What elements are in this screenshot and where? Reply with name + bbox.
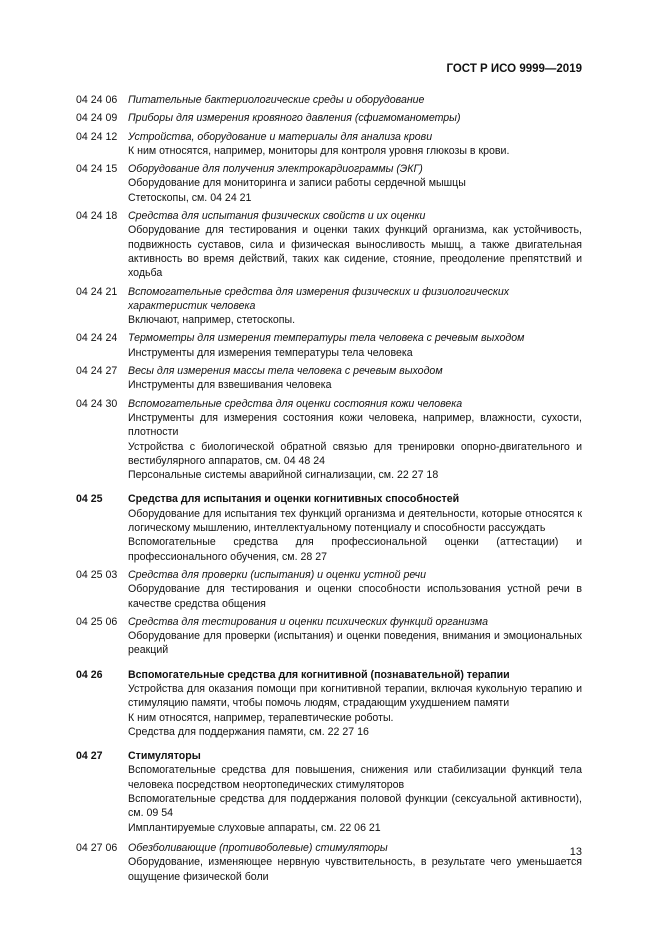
entry-code: 04 24 21: [76, 285, 118, 298]
classification-list: [76, 93, 582, 884]
entry-code: 04 24 15: [76, 163, 118, 176]
entry-code: 04 24 06: [76, 94, 118, 106]
entry-code: 04 24 30: [76, 397, 118, 410]
entry-description: К ним относятся, например, мониторы для контроля уровня глюкозы в крови.: [128, 144, 510, 157]
entry-04-25-06: [76, 615, 582, 658]
entry-title: Оборудование для получения электрокардиограммы (ЭКГ): [128, 163, 423, 176]
entry-description: Оборудование, изменяющее нервную чувствительность, в результате чего уменьшается ощущение физической боли: [128, 856, 582, 883]
entry-04-24-21: [76, 285, 582, 328]
entry-description: Инструменты для измерения состояния кожи человека, например, влажности, сухости, плотности: [128, 411, 582, 439]
entry-code: 04 27 06: [76, 841, 118, 854]
entry-description: Персональные системы аварийной сигнализации, см. 22 27 18: [128, 469, 439, 482]
entry-code: 04 26: [76, 668, 103, 681]
entry-04-26: [76, 668, 582, 739]
entry-code: 04 25 03: [76, 568, 118, 581]
entry-title: Вспомогательные средства для оценки состояния кожи человека: [128, 397, 463, 410]
entry-title: Весы для измерения массы тела человека с речевым выходом: [128, 365, 443, 378]
entry-04-27: [76, 749, 582, 835]
document-header: ГОСТ Р ИСО 9999—2019: [446, 63, 582, 75]
entry-title: Питательные бактериологические среды и оборудование: [128, 94, 425, 106]
entry-04-24-15: [76, 162, 582, 205]
entry-title: Вспомогательные средства для измерения физических и физиологических характеристик человека: [128, 285, 510, 312]
entry-description: К ним относятся, например, терапевтические роботы.: [128, 711, 394, 724]
entry-description: Оборудование для тестирования и оценки способности использования устной речи в качестве средства общения: [128, 583, 582, 610]
entry-description: Оборудование для испытания тех функций организма и деятельности, которые относятся к логическому мышлению, интеллектуальному потенциалу и способности рассуждать: [128, 507, 582, 535]
entry-description: Оборудование для тестирования и оценки таких функций организма, как устойчивость, подвижность суставов, сила и физическая выносливость мышц, а также двигательная активность во время действий, таких как сидение, стояние, преодоление препятствий и ходьба: [128, 224, 582, 280]
entry-title: Устройства, оборудование и материалы для анализа крови: [128, 130, 433, 143]
entry-title: Обезболивающие (противоболевые) стимуляторы: [128, 841, 388, 854]
entry-description: Имплантируемые слуховые аппараты, см. 22 06 21: [128, 821, 381, 834]
entry-code: 04 24 27: [76, 365, 118, 378]
entry-04-24-27: [76, 364, 582, 393]
page-number: 13: [569, 846, 582, 858]
entry-description: Устройства для оказания помощи при когнитивной терапии, включая кукольную терапию и стимуляцию памяти, чтобы помочь людям, страдающим ухудшением памяти: [128, 682, 582, 710]
entry-description: Устройства с биологической обратной связью для тренировки опорно-двигательного и вестибулярного аппаратов, см. 04 48 24: [128, 440, 582, 467]
entry-title: Приборы для измерения кровяного давления (сфигмоманометры): [128, 112, 461, 125]
entry-title: Термометры для измерения температуры тела человека с речевым выходом: [128, 332, 525, 345]
entry-code: 04 24 12: [76, 130, 118, 143]
entry-description: Средства для поддержания памяти, см. 22 27 16: [128, 725, 369, 738]
entry-description: Инструменты для взвешивания человека: [128, 379, 332, 392]
entry-04-24-18: [76, 209, 582, 280]
entry-description: Включают, например, стетоскопы.: [128, 314, 296, 327]
entry-code: 04 24 24: [76, 332, 118, 345]
entry-description: Оборудование для проверки (испытания) и оценки поведения, внимания и эмоциональных реакций: [128, 630, 582, 657]
entry-title: Средства для тестирования и оценки психических функций организма: [128, 615, 488, 628]
entry-04-24-06: [76, 93, 582, 107]
entry-title: Вспомогательные средства для когнитивной (познавательной) терапии: [128, 668, 510, 681]
entry-04-24-12: [76, 130, 582, 159]
entry-code: 04 24 09: [76, 112, 118, 125]
entry-04-24-30: [76, 397, 582, 483]
entry-title: Средства для проверки (испытания) и оценки устной речи: [128, 568, 427, 581]
entry-description: Вспомогательные средства для поддержания половой функции (сексуальной активности), см. 09 54: [128, 793, 582, 820]
entry-description: Стетоскопы, см. 04 24 21: [128, 191, 252, 204]
entry-description: Вспомогательные средства для повышения, снижения или стабилизации функций тела человека посредством неортопедических стимуляторов: [128, 764, 582, 791]
entry-code: 04 25 06: [76, 615, 118, 628]
entry-04-24-24: [76, 331, 582, 360]
entry-04-25: [76, 492, 582, 563]
entry-description: Инструменты для измерения температуры тела человека: [128, 346, 413, 359]
entry-description: Оборудование для мониторинга и записи работы сердечной мышцы: [128, 177, 466, 190]
entry-description: Вспомогательные средства для профессиональной оценки (аттестации) и профессионального обучения, см. 28 27: [128, 536, 582, 563]
entry-04-27-06: [76, 841, 582, 884]
entry-code: 04 27: [76, 750, 103, 763]
entry-title: Стимуляторы: [128, 750, 201, 763]
entry-title: Средства для испытания и оценки когнитивных способностей: [128, 493, 460, 506]
entry-04-25-03: [76, 568, 582, 611]
entry-code: 04 25: [76, 493, 103, 506]
entry-code: 04 24 18: [76, 210, 118, 223]
entry-title: Средства для испытания физических свойств и их оценки: [128, 210, 426, 223]
entry-04-24-09: [76, 111, 582, 125]
